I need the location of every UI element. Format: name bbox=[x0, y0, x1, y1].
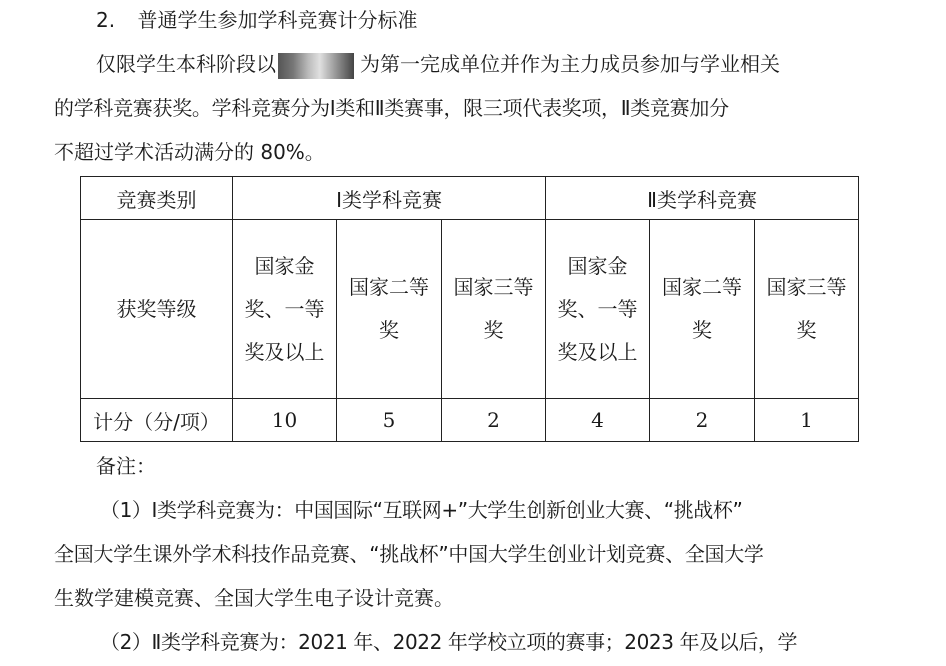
note-2-line-1: （2）Ⅱ类学科竞赛为：2021 年、2022 年学校立项的赛事；2023 年及以后，学 bbox=[100, 630, 798, 654]
score-label: 计分（分/项） bbox=[81, 399, 233, 442]
section-title: 普通学生参加学科竞赛计分标准 bbox=[137, 8, 418, 32]
paragraph-line-3: 不超过学术活动满分的 80%。 bbox=[54, 140, 325, 164]
table-header-class2: Ⅱ类学科竞赛 bbox=[546, 177, 859, 220]
section-heading bbox=[96, 6, 417, 34]
score-cell: 5 bbox=[337, 399, 442, 442]
level-text: 国家三等奖 bbox=[766, 275, 847, 342]
score-cell: 2 bbox=[442, 399, 546, 442]
table-row-award-level bbox=[81, 220, 859, 399]
table-header-row bbox=[81, 177, 859, 220]
score-cell: 10 bbox=[233, 399, 337, 442]
level-cell bbox=[233, 220, 337, 399]
section-number: 2. bbox=[96, 8, 116, 32]
scoring-table bbox=[80, 176, 859, 442]
level-text: 国家二等奖 bbox=[662, 275, 743, 342]
level-text: 国家三等奖 bbox=[453, 275, 534, 342]
award-level-label: 获奖等级 bbox=[81, 220, 233, 399]
paragraph-line-1 bbox=[96, 50, 780, 79]
score-cell: 1 bbox=[755, 399, 859, 442]
table-header-class1: Ⅰ类学科竞赛 bbox=[233, 177, 546, 220]
note-1-line-1: （1）Ⅰ类学科竞赛为：中国国际“互联网+”大学生创新创业大赛、“挑战杯” bbox=[100, 498, 743, 522]
level-cell bbox=[650, 220, 755, 399]
paragraph-text: 仅限学生本科阶段以 bbox=[96, 52, 276, 76]
level-cell bbox=[442, 220, 546, 399]
level-text: 国家金奖、一等奖及以上 bbox=[557, 253, 638, 364]
note-1-line-3: 生数学建模竞赛、全国大学生电子设计竞赛。 bbox=[54, 586, 454, 610]
level-cell bbox=[546, 220, 650, 399]
notes-title: 备注： bbox=[96, 454, 156, 478]
paragraph-text: 为第一完成单位并作为主力成员参加与学业相关 bbox=[360, 52, 780, 76]
level-text: 国家金奖、一等奖及以上 bbox=[244, 253, 325, 364]
level-cell bbox=[337, 220, 442, 399]
redacted-block bbox=[278, 53, 354, 79]
paragraph-line-2: 的学科竞赛获奖。学科竞赛分为Ⅰ类和Ⅱ类赛事，限三项代表奖项，Ⅱ类竞赛加分 bbox=[54, 96, 729, 120]
table-row-score bbox=[81, 399, 859, 442]
score-cell: 4 bbox=[546, 399, 650, 442]
level-cell bbox=[755, 220, 859, 399]
score-cell: 2 bbox=[650, 399, 755, 442]
note-1-line-2: 全国大学生课外学术科技作品竞赛、“挑战杯”中国大学生创业计划竞赛、全国大学 bbox=[54, 542, 764, 566]
table-header-category: 竞赛类别 bbox=[81, 177, 233, 220]
level-text: 国家二等奖 bbox=[349, 275, 429, 342]
